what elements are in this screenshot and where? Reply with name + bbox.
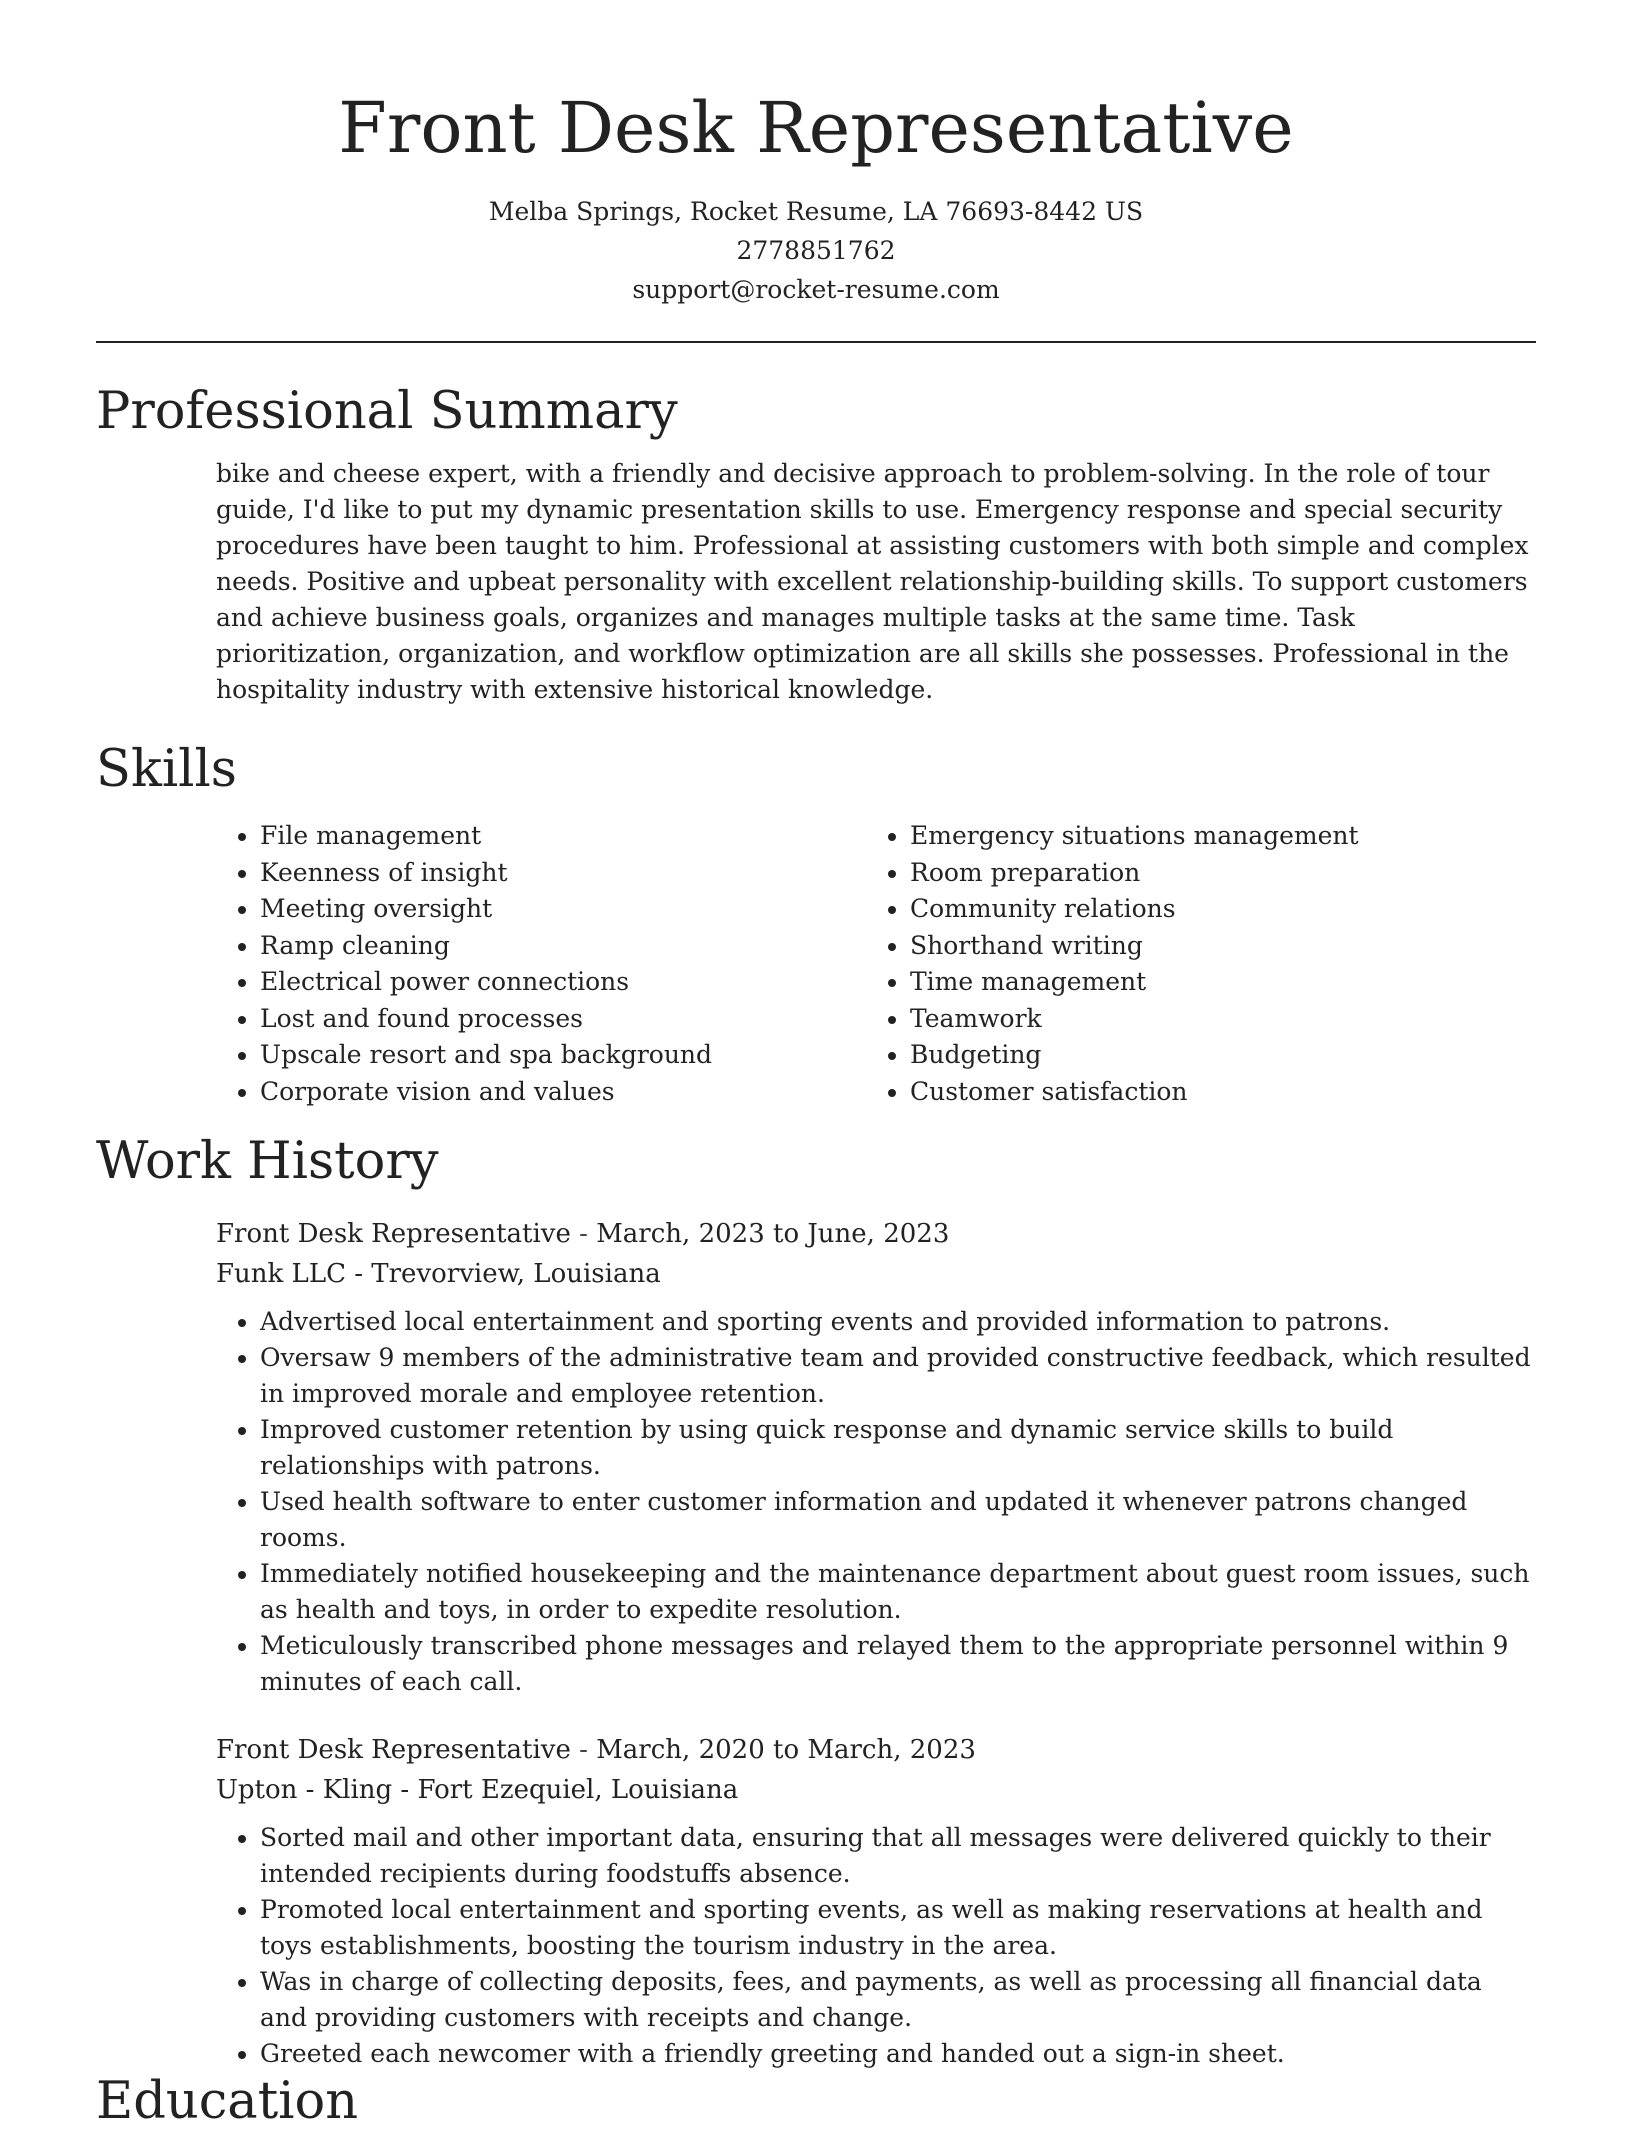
- job-title-line: Front Desk Representative - March, 2023 to June, 2023: [216, 1219, 950, 1249]
- skills-section: [96, 738, 1536, 1110]
- job-bullet: • Greeted each newcomer with a friendly greeting and handed out a sign-in sheet.: [260, 2036, 1536, 2072]
- job-company: Funk LLC - Trevorview, Louisiana: [216, 1259, 661, 1289]
- job-bullet: • Used health software to enter customer information and updated it whenever patrons changed rooms.: [260, 1484, 1536, 1556]
- skills-column-left: [216, 818, 866, 1110]
- skill-item: • Teamwork: [910, 1001, 1516, 1038]
- skill-item: • Ramp cleaning: [260, 928, 866, 965]
- skill-item: • Community relations: [910, 891, 1516, 928]
- skills-list: [216, 818, 1536, 1110]
- job-bullets: [216, 1820, 1536, 2072]
- summary-section: [96, 380, 1536, 708]
- skill-item: • Corporate vision and values: [260, 1074, 866, 1111]
- job-title-line: Front Desk Representative - March, 2020 to March, 2023: [216, 1735, 976, 1765]
- contact-email: support@rocket-resume.com: [632, 275, 1000, 304]
- job-bullet: • Advertised local entertainment and sporting events and provided information to patrons.: [260, 1304, 1536, 1340]
- job-bullet: • Improved customer retention by using quick response and dynamic service skills to build relationships with patrons.: [260, 1412, 1536, 1484]
- header-divider: [96, 341, 1536, 343]
- skill-item: • Electrical power connections: [260, 964, 866, 1001]
- job-bullet: • Sorted mail and other important data, ensuring that all messages were delivered quickly to their intended recipients during foodstuffs absence.: [260, 1820, 1536, 1892]
- job-bullet: • Oversaw 9 members of the administrative team and provided constructive feedback, which resulted in improved morale and employee retention.: [260, 1340, 1536, 1412]
- education-title: Education: [96, 2072, 359, 2131]
- skill-item: • Meeting oversight: [260, 891, 866, 928]
- candidate-name: Front Desk Representative: [338, 87, 1294, 169]
- education-section: [96, 2070, 1536, 2134]
- job-bullet: • Was in charge of collecting deposits, fees, and payments, as well as processing all financial data and providing customers with receipts and change.: [260, 1964, 1536, 2036]
- work-history-section: [96, 1130, 1536, 2072]
- skill-item: • Emergency situations management: [910, 818, 1516, 855]
- contact-phone: 2778851762: [736, 236, 896, 265]
- job-role: Front Desk Representative: [216, 1219, 571, 1249]
- skills-column-right: [866, 818, 1516, 1110]
- contact-address: Melba Springs, Rocket Resume, LA 76693-8442 US: [488, 197, 1144, 226]
- job-role: Front Desk Representative: [216, 1735, 571, 1765]
- job-entry: [216, 1214, 1536, 1700]
- summary-text: bike and cheese expert, with a friendly and decisive approach to problem-solving. In the role of tour guide, I'd like to put my dynamic presentation skills to use. Emergency response and special security procedures have been taught to him. Professional at assisting customers with both simple and complex needs. Positive and upbeat personality with excellent relationship-building skills. To support customers and achieve business goals, organizes and manages multiple tasks at the same time. Task prioritization, organization, and workflow optimization are all skills she possesses. Professional in the hospitality industry with extensive historical knowledge.: [216, 459, 1529, 704]
- job-bullets: [216, 1304, 1536, 1700]
- job-dates: March, 2023 to June, 2023: [596, 1219, 950, 1249]
- work-history-title: Work History: [96, 1132, 439, 1191]
- skill-item: • Keenness of insight: [260, 855, 866, 892]
- job-bullet: • Promoted local entertainment and sporting events, as well as making reservations at health and toys establishments, boosting the tourism industry in the area.: [260, 1892, 1536, 1964]
- skill-item: • Budgeting: [910, 1037, 1516, 1074]
- skill-item: • File management: [260, 818, 866, 855]
- resume-header: [0, 78, 1632, 309]
- job-dates: March, 2020 to March, 2023: [596, 1735, 976, 1765]
- skill-item: • Time management: [910, 964, 1516, 1001]
- job-company: Upton - Kling - Fort Ezequiel, Louisiana: [216, 1775, 739, 1805]
- skill-item: • Upscale resort and spa background: [260, 1037, 866, 1074]
- job-bullet: • Immediately notified housekeeping and the maintenance department about guest room issues, such as health and toys, in order to expedite resolution.: [260, 1556, 1536, 1628]
- job-entry: [216, 1730, 1536, 2072]
- summary-title: Professional Summary: [96, 382, 678, 441]
- contact-info: [0, 192, 1632, 309]
- skill-item: • Customer satisfaction: [910, 1074, 1516, 1111]
- skill-item: • Lost and found processes: [260, 1001, 866, 1038]
- skills-title: Skills: [96, 740, 237, 799]
- job-bullet: • Meticulously transcribed phone messages and relayed them to the appropriate personnel within 9 minutes of each call.: [260, 1628, 1536, 1700]
- skill-item: • Room preparation: [910, 855, 1516, 892]
- skill-item: • Shorthand writing: [910, 928, 1516, 965]
